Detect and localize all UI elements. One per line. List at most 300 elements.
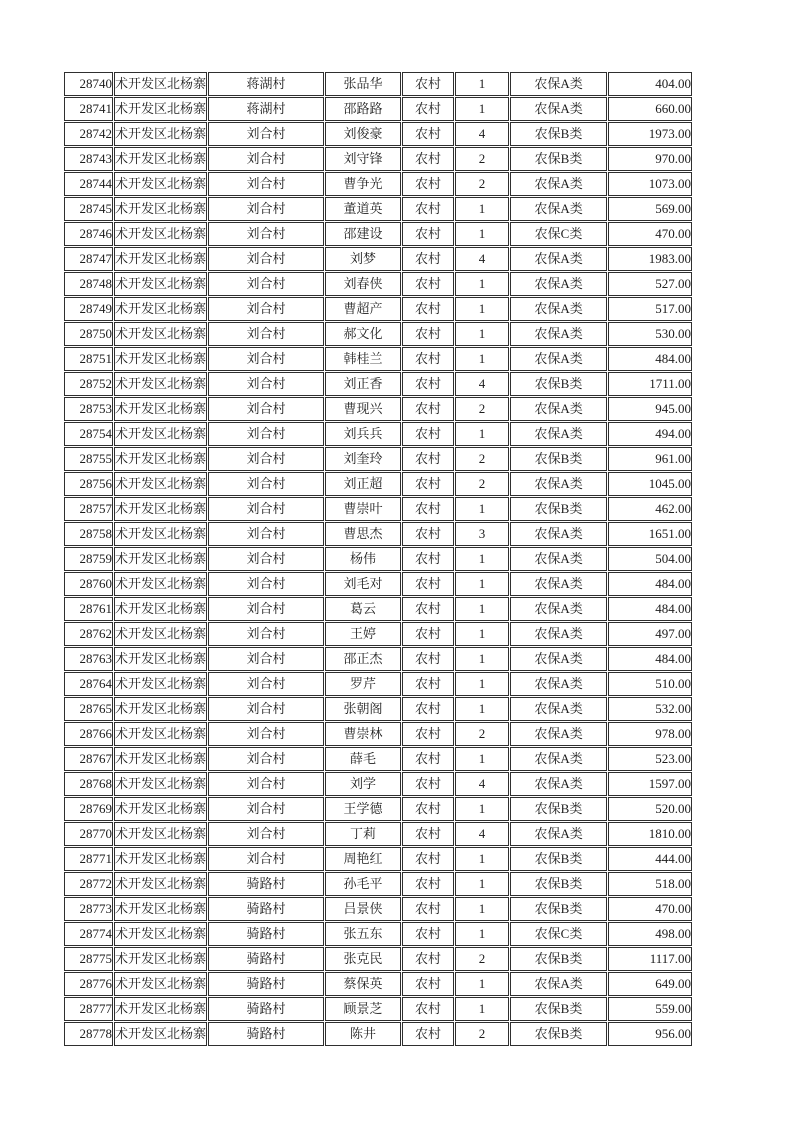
- person-name-cell: 王学德: [325, 797, 401, 821]
- village-cell: 刘合村: [208, 722, 324, 746]
- village-cell: 刘合村: [208, 272, 324, 296]
- amount-cell: 1983.00: [608, 247, 692, 271]
- amount-cell: 559.00: [608, 997, 692, 1021]
- person-count-cell: 1: [455, 747, 509, 771]
- district-cell: 术开发区北杨寨: [114, 447, 207, 471]
- record-id-cell: 28755: [64, 447, 113, 471]
- insurance-category-cell: 农保B类: [510, 122, 607, 146]
- person-count-cell: 4: [455, 122, 509, 146]
- record-id-cell: 28756: [64, 472, 113, 496]
- person-count-cell: 2: [455, 447, 509, 471]
- household-type-cell: 农村: [402, 297, 454, 321]
- amount-cell: 530.00: [608, 322, 692, 346]
- amount-cell: 518.00: [608, 872, 692, 896]
- district-cell: 术开发区北杨寨: [114, 372, 207, 396]
- village-cell: 刘合村: [208, 472, 324, 496]
- insurance-category-cell: 农保A类: [510, 547, 607, 571]
- insurance-category-cell: 农保B类: [510, 897, 607, 921]
- person-count-cell: 4: [455, 247, 509, 271]
- table-row: [64, 772, 692, 796]
- record-id-cell: 28757: [64, 497, 113, 521]
- amount-cell: 494.00: [608, 422, 692, 446]
- person-name-cell: 刘兵兵: [325, 422, 401, 446]
- district-cell: 术开发区北杨寨: [114, 922, 207, 946]
- insurance-category-cell: 农保A类: [510, 622, 607, 646]
- table-row: [64, 522, 692, 546]
- district-cell: 术开发区北杨寨: [114, 222, 207, 246]
- record-id-cell: 28759: [64, 547, 113, 571]
- person-name-cell: 刘正超: [325, 472, 401, 496]
- person-name-cell: 邵路路: [325, 97, 401, 121]
- record-id-cell: 28748: [64, 272, 113, 296]
- household-type-cell: 农村: [402, 447, 454, 471]
- record-id-cell: 28776: [64, 972, 113, 996]
- person-count-cell: 1: [455, 922, 509, 946]
- record-id-cell: 28763: [64, 647, 113, 671]
- person-name-cell: 郝文化: [325, 322, 401, 346]
- record-id-cell: 28774: [64, 922, 113, 946]
- person-name-cell: 张克民: [325, 947, 401, 971]
- district-cell: 术开发区北杨寨: [114, 397, 207, 421]
- person-name-cell: 韩桂兰: [325, 347, 401, 371]
- table-row: [64, 397, 692, 421]
- district-cell: 术开发区北杨寨: [114, 97, 207, 121]
- amount-cell: 404.00: [608, 72, 692, 96]
- person-name-cell: 曹思杰: [325, 522, 401, 546]
- insurance-category-cell: 农保A类: [510, 597, 607, 621]
- village-cell: 骑路村: [208, 947, 324, 971]
- record-id-cell: 28764: [64, 672, 113, 696]
- person-count-cell: 3: [455, 522, 509, 546]
- district-cell: 术开发区北杨寨: [114, 597, 207, 621]
- record-id-cell: 28746: [64, 222, 113, 246]
- person-count-cell: 1: [455, 72, 509, 96]
- village-cell: 刘合村: [208, 697, 324, 721]
- table-row: [64, 447, 692, 471]
- person-name-cell: 曹现兴: [325, 397, 401, 421]
- person-count-cell: 1: [455, 597, 509, 621]
- village-cell: 刘合村: [208, 822, 324, 846]
- table-row: [64, 847, 692, 871]
- table-row: [64, 997, 692, 1021]
- household-type-cell: 农村: [402, 622, 454, 646]
- amount-cell: 527.00: [608, 272, 692, 296]
- record-id-cell: 28778: [64, 1022, 113, 1046]
- person-name-cell: 陈井: [325, 1022, 401, 1046]
- household-type-cell: 农村: [402, 547, 454, 571]
- amount-cell: 1597.00: [608, 772, 692, 796]
- person-name-cell: 邵建设: [325, 222, 401, 246]
- village-cell: 骑路村: [208, 972, 324, 996]
- household-type-cell: 农村: [402, 397, 454, 421]
- person-count-cell: 1: [455, 672, 509, 696]
- household-type-cell: 农村: [402, 272, 454, 296]
- person-count-cell: 2: [455, 172, 509, 196]
- record-id-cell: 28743: [64, 147, 113, 171]
- person-count-cell: 4: [455, 772, 509, 796]
- table-row: [64, 922, 692, 946]
- person-name-cell: 刘守锋: [325, 147, 401, 171]
- person-count-cell: 1: [455, 497, 509, 521]
- table-row: [64, 97, 692, 121]
- record-id-cell: 28773: [64, 897, 113, 921]
- record-id-cell: 28745: [64, 197, 113, 221]
- person-count-cell: 1: [455, 222, 509, 246]
- household-type-cell: 农村: [402, 472, 454, 496]
- record-id-cell: 28769: [64, 797, 113, 821]
- insurance-category-cell: 农保A类: [510, 172, 607, 196]
- insurance-category-cell: 农保B类: [510, 1022, 607, 1046]
- village-cell: 刘合村: [208, 322, 324, 346]
- record-id-cell: 28754: [64, 422, 113, 446]
- household-type-cell: 农村: [402, 672, 454, 696]
- table-row: [64, 972, 692, 996]
- person-name-cell: 葛云: [325, 597, 401, 621]
- household-type-cell: 农村: [402, 572, 454, 596]
- person-name-cell: 孙毛平: [325, 872, 401, 896]
- amount-cell: 649.00: [608, 972, 692, 996]
- person-count-cell: 2: [455, 147, 509, 171]
- village-cell: 刘合村: [208, 672, 324, 696]
- insurance-category-cell: 农保A类: [510, 472, 607, 496]
- amount-cell: 510.00: [608, 672, 692, 696]
- table-row: [64, 797, 692, 821]
- district-cell: 术开发区北杨寨: [114, 647, 207, 671]
- district-cell: 术开发区北杨寨: [114, 572, 207, 596]
- person-count-cell: 2: [455, 472, 509, 496]
- household-type-cell: 农村: [402, 772, 454, 796]
- person-count-cell: 4: [455, 372, 509, 396]
- household-type-cell: 农村: [402, 972, 454, 996]
- amount-cell: 517.00: [608, 297, 692, 321]
- person-name-cell: 王婷: [325, 622, 401, 646]
- person-count-cell: 1: [455, 622, 509, 646]
- record-id-cell: 28768: [64, 772, 113, 796]
- person-name-cell: 周艳红: [325, 847, 401, 871]
- table-row: [64, 572, 692, 596]
- village-cell: 刘合村: [208, 247, 324, 271]
- district-cell: 术开发区北杨寨: [114, 522, 207, 546]
- person-count-cell: 1: [455, 197, 509, 221]
- insurance-category-cell: 农保A类: [510, 97, 607, 121]
- insurance-category-cell: 农保C类: [510, 222, 607, 246]
- household-type-cell: 农村: [402, 72, 454, 96]
- table-row: [64, 897, 692, 921]
- person-count-cell: 1: [455, 897, 509, 921]
- table-row: [64, 872, 692, 896]
- district-cell: 术开发区北杨寨: [114, 422, 207, 446]
- table-row: [64, 72, 692, 96]
- insurance-category-cell: 农保A类: [510, 772, 607, 796]
- table-body: [64, 72, 692, 1046]
- insurance-category-cell: 农保A类: [510, 522, 607, 546]
- insurance-category-cell: 农保A类: [510, 572, 607, 596]
- district-cell: 术开发区北杨寨: [114, 347, 207, 371]
- amount-cell: 484.00: [608, 597, 692, 621]
- person-name-cell: 张五东: [325, 922, 401, 946]
- person-name-cell: 曹超产: [325, 297, 401, 321]
- village-cell: 骑路村: [208, 1022, 324, 1046]
- district-cell: 术开发区北杨寨: [114, 797, 207, 821]
- insurance-category-cell: 农保A类: [510, 672, 607, 696]
- village-cell: 刘合村: [208, 397, 324, 421]
- person-name-cell: 吕景侠: [325, 897, 401, 921]
- table-row: [64, 422, 692, 446]
- village-cell: 骑路村: [208, 872, 324, 896]
- record-id-cell: 28762: [64, 622, 113, 646]
- district-cell: 术开发区北杨寨: [114, 947, 207, 971]
- table-row: [64, 172, 692, 196]
- person-count-cell: 1: [455, 872, 509, 896]
- table-row: [64, 197, 692, 221]
- household-type-cell: 农村: [402, 222, 454, 246]
- record-id-cell: 28771: [64, 847, 113, 871]
- insurance-payment-table: [63, 71, 693, 1047]
- amount-cell: 1651.00: [608, 522, 692, 546]
- table-row: [64, 747, 692, 771]
- district-cell: 术开发区北杨寨: [114, 297, 207, 321]
- village-cell: 骑路村: [208, 922, 324, 946]
- household-type-cell: 农村: [402, 897, 454, 921]
- insurance-category-cell: 农保A类: [510, 722, 607, 746]
- table-row: [64, 122, 692, 146]
- village-cell: 刘合村: [208, 447, 324, 471]
- insurance-category-cell: 农保B类: [510, 147, 607, 171]
- household-type-cell: 农村: [402, 522, 454, 546]
- person-count-cell: 1: [455, 847, 509, 871]
- district-cell: 术开发区北杨寨: [114, 547, 207, 571]
- household-type-cell: 农村: [402, 122, 454, 146]
- village-cell: 刘合村: [208, 372, 324, 396]
- table-row: [64, 222, 692, 246]
- person-name-cell: 刘春侠: [325, 272, 401, 296]
- table-row: [64, 372, 692, 396]
- record-id-cell: 28761: [64, 597, 113, 621]
- table-row: [64, 697, 692, 721]
- household-type-cell: 农村: [402, 97, 454, 121]
- insurance-category-cell: 农保B类: [510, 447, 607, 471]
- district-cell: 术开发区北杨寨: [114, 172, 207, 196]
- person-count-cell: 1: [455, 647, 509, 671]
- household-type-cell: 农村: [402, 922, 454, 946]
- person-count-cell: 2: [455, 722, 509, 746]
- insurance-category-cell: 农保A类: [510, 972, 607, 996]
- district-cell: 术开发区北杨寨: [114, 622, 207, 646]
- table-row: [64, 647, 692, 671]
- district-cell: 术开发区北杨寨: [114, 997, 207, 1021]
- insurance-category-cell: 农保B类: [510, 372, 607, 396]
- record-id-cell: 28765: [64, 697, 113, 721]
- person-name-cell: 刘奎玲: [325, 447, 401, 471]
- village-cell: 刘合村: [208, 647, 324, 671]
- amount-cell: 961.00: [608, 447, 692, 471]
- village-cell: 刘合村: [208, 847, 324, 871]
- amount-cell: 470.00: [608, 897, 692, 921]
- amount-cell: 1073.00: [608, 172, 692, 196]
- district-cell: 术开发区北杨寨: [114, 822, 207, 846]
- person-name-cell: 刘正香: [325, 372, 401, 396]
- person-count-cell: 1: [455, 572, 509, 596]
- person-name-cell: 张品华: [325, 72, 401, 96]
- person-name-cell: 邵正杰: [325, 647, 401, 671]
- table-row: [64, 497, 692, 521]
- record-id-cell: 28741: [64, 97, 113, 121]
- district-cell: 术开发区北杨寨: [114, 322, 207, 346]
- household-type-cell: 农村: [402, 997, 454, 1021]
- person-count-cell: 1: [455, 272, 509, 296]
- insurance-category-cell: 农保A类: [510, 322, 607, 346]
- record-id-cell: 28758: [64, 522, 113, 546]
- district-cell: 术开发区北杨寨: [114, 147, 207, 171]
- household-type-cell: 农村: [402, 722, 454, 746]
- amount-cell: 978.00: [608, 722, 692, 746]
- household-type-cell: 农村: [402, 847, 454, 871]
- record-id-cell: 28772: [64, 872, 113, 896]
- insurance-category-cell: 农保A类: [510, 822, 607, 846]
- district-cell: 术开发区北杨寨: [114, 72, 207, 96]
- person-count-cell: 4: [455, 822, 509, 846]
- amount-cell: 523.00: [608, 747, 692, 771]
- person-name-cell: 刘梦: [325, 247, 401, 271]
- record-id-cell: 28760: [64, 572, 113, 596]
- district-cell: 术开发区北杨寨: [114, 122, 207, 146]
- table-row: [64, 672, 692, 696]
- person-name-cell: 曹崇叶: [325, 497, 401, 521]
- person-name-cell: 张朝阁: [325, 697, 401, 721]
- household-type-cell: 农村: [402, 497, 454, 521]
- person-name-cell: 刘学: [325, 772, 401, 796]
- person-count-cell: 1: [455, 547, 509, 571]
- household-type-cell: 农村: [402, 322, 454, 346]
- insurance-category-cell: 农保A类: [510, 397, 607, 421]
- table-row: [64, 947, 692, 971]
- insurance-category-cell: 农保A类: [510, 422, 607, 446]
- village-cell: 刘合村: [208, 347, 324, 371]
- district-cell: 术开发区北杨寨: [114, 872, 207, 896]
- table-row: [64, 347, 692, 371]
- district-cell: 术开发区北杨寨: [114, 847, 207, 871]
- record-id-cell: 28750: [64, 322, 113, 346]
- district-cell: 术开发区北杨寨: [114, 497, 207, 521]
- household-type-cell: 农村: [402, 172, 454, 196]
- insurance-category-cell: 农保A类: [510, 647, 607, 671]
- record-id-cell: 28775: [64, 947, 113, 971]
- record-id-cell: 28770: [64, 822, 113, 846]
- record-id-cell: 28753: [64, 397, 113, 421]
- village-cell: 刘合村: [208, 572, 324, 596]
- insurance-category-cell: 农保A类: [510, 747, 607, 771]
- amount-cell: 484.00: [608, 572, 692, 596]
- district-cell: 术开发区北杨寨: [114, 672, 207, 696]
- table-row: [64, 722, 692, 746]
- household-type-cell: 农村: [402, 197, 454, 221]
- amount-cell: 970.00: [608, 147, 692, 171]
- amount-cell: 470.00: [608, 222, 692, 246]
- village-cell: 蒋湖村: [208, 97, 324, 121]
- insurance-category-cell: 农保B类: [510, 847, 607, 871]
- insurance-category-cell: 农保B类: [510, 497, 607, 521]
- amount-cell: 1711.00: [608, 372, 692, 396]
- amount-cell: 462.00: [608, 497, 692, 521]
- village-cell: 刘合村: [208, 197, 324, 221]
- person-count-cell: 1: [455, 322, 509, 346]
- household-type-cell: 农村: [402, 747, 454, 771]
- person-count-cell: 1: [455, 997, 509, 1021]
- village-cell: 刘合村: [208, 497, 324, 521]
- village-cell: 刘合村: [208, 172, 324, 196]
- amount-cell: 497.00: [608, 622, 692, 646]
- district-cell: 术开发区北杨寨: [114, 197, 207, 221]
- village-cell: 刘合村: [208, 222, 324, 246]
- village-cell: 刘合村: [208, 747, 324, 771]
- insurance-category-cell: 农保A类: [510, 697, 607, 721]
- table-row: [64, 322, 692, 346]
- insurance-category-cell: 农保A类: [510, 272, 607, 296]
- record-id-cell: 28744: [64, 172, 113, 196]
- record-id-cell: 28766: [64, 722, 113, 746]
- record-id-cell: 28767: [64, 747, 113, 771]
- amount-cell: 569.00: [608, 197, 692, 221]
- table-row: [64, 622, 692, 646]
- person-name-cell: 顾景芝: [325, 997, 401, 1021]
- household-type-cell: 农村: [402, 347, 454, 371]
- household-type-cell: 农村: [402, 422, 454, 446]
- village-cell: 刘合村: [208, 772, 324, 796]
- person-name-cell: 刘俊豪: [325, 122, 401, 146]
- table-row: [64, 597, 692, 621]
- district-cell: 术开发区北杨寨: [114, 972, 207, 996]
- insurance-category-cell: 农保B类: [510, 947, 607, 971]
- district-cell: 术开发区北杨寨: [114, 697, 207, 721]
- village-cell: 刘合村: [208, 547, 324, 571]
- household-type-cell: 农村: [402, 372, 454, 396]
- amount-cell: 498.00: [608, 922, 692, 946]
- table-row: [64, 272, 692, 296]
- record-id-cell: 28751: [64, 347, 113, 371]
- person-name-cell: 曹崇林: [325, 722, 401, 746]
- household-type-cell: 农村: [402, 947, 454, 971]
- amount-cell: 532.00: [608, 697, 692, 721]
- amount-cell: 1045.00: [608, 472, 692, 496]
- district-cell: 术开发区北杨寨: [114, 1022, 207, 1046]
- person-name-cell: 曹争光: [325, 172, 401, 196]
- record-id-cell: 28777: [64, 997, 113, 1021]
- person-name-cell: 蔡保英: [325, 972, 401, 996]
- village-cell: 刘合村: [208, 147, 324, 171]
- village-cell: 蒋湖村: [208, 72, 324, 96]
- village-cell: 骑路村: [208, 897, 324, 921]
- table-row: [64, 297, 692, 321]
- household-type-cell: 农村: [402, 822, 454, 846]
- insurance-category-cell: 农保B类: [510, 797, 607, 821]
- village-cell: 刘合村: [208, 522, 324, 546]
- district-cell: 术开发区北杨寨: [114, 722, 207, 746]
- household-type-cell: 农村: [402, 872, 454, 896]
- table-row: [64, 472, 692, 496]
- village-cell: 刘合村: [208, 422, 324, 446]
- person-name-cell: 薛毛: [325, 747, 401, 771]
- amount-cell: 1810.00: [608, 822, 692, 846]
- household-type-cell: 农村: [402, 597, 454, 621]
- table-row: [64, 147, 692, 171]
- household-type-cell: 农村: [402, 797, 454, 821]
- table-row: [64, 822, 692, 846]
- amount-cell: 484.00: [608, 647, 692, 671]
- village-cell: 刘合村: [208, 297, 324, 321]
- person-name-cell: 丁莉: [325, 822, 401, 846]
- record-id-cell: 28752: [64, 372, 113, 396]
- district-cell: 术开发区北杨寨: [114, 247, 207, 271]
